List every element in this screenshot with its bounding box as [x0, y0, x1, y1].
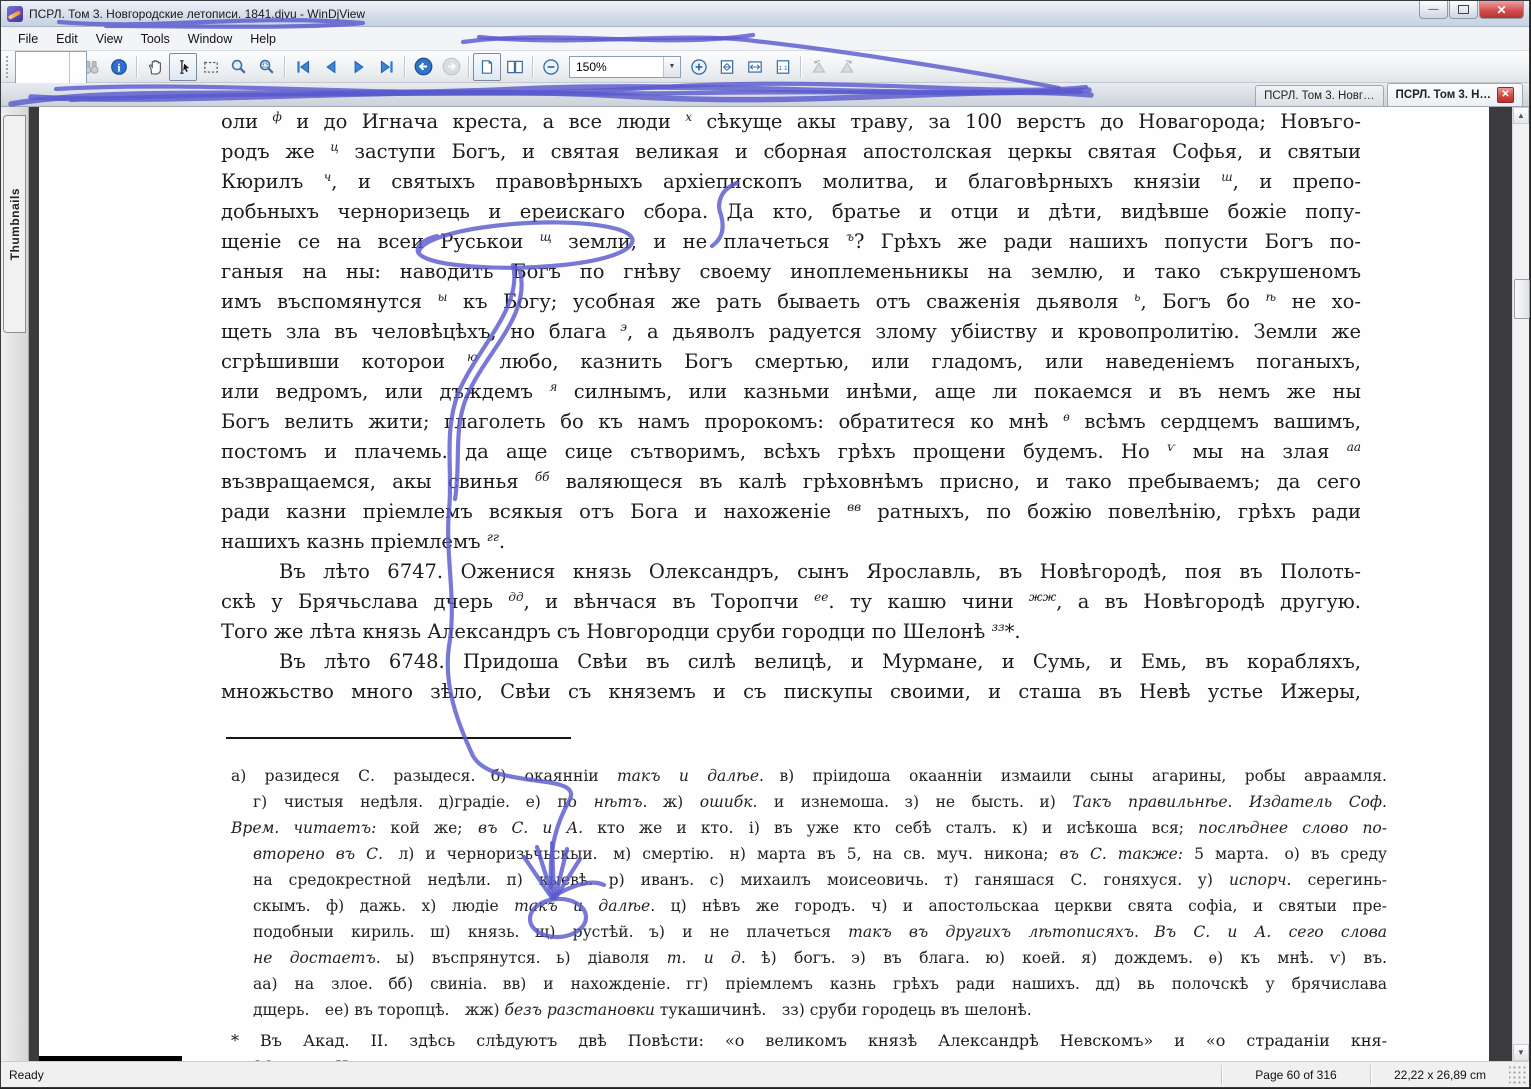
text-line: скѣ у Брячьслава дчерь $^{дд}$, и вѣнчася въ Торопчи $^{ее}$. ту кашю чини $^{жж}$, а въ Новѣгородѣ другую.	[221, 590, 1361, 613]
sidebar	[1, 107, 29, 1061]
text-line: на средокрестной недѣли. п) кыевѣ. р) иванъ. с) михаилъ моисеовичь. т) ганяшася С. гоняхуся. у) испорч. серегинь-	[253, 871, 1387, 889]
zoom-level-value[interactable]: 150%	[576, 59, 607, 74]
forward-icon	[442, 57, 461, 76]
tab-label: ПСРЛ. Том 3. Новг…	[1264, 90, 1375, 102]
text-line: щеніе се на всеи Руськои $^щ$ земли, и не плачеться $^ъ$? Грѣхъ же ради нашихъ попусти Богъ по-	[221, 230, 1361, 253]
document-page	[39, 107, 1489, 1063]
hand-icon	[146, 58, 164, 76]
text-line: дщерь. ее) въ торопцѣ. жж) безъ разстановки тукашичинѣ. зз) сруби городець въ шелонѣ.	[253, 1001, 1032, 1019]
fit-page-icon	[718, 58, 736, 76]
text-line: родъ же $^ц$ заступи Богъ, и святая великая и сборная апостолская церкы святая Софья, и святыи	[221, 140, 1362, 163]
close-button[interactable]: ✕	[1479, 1, 1524, 19]
vertical-scrollbar[interactable]	[1512, 107, 1529, 1061]
fit-width-button[interactable]	[741, 53, 769, 81]
text-select-icon	[174, 58, 192, 76]
scrollbar-thumb[interactable]	[1514, 279, 1530, 319]
menu-file[interactable]: File	[18, 31, 39, 46]
windjview-app-icon	[7, 6, 23, 22]
status-page-info: Page 60 of 316	[1221, 1065, 1370, 1085]
single-page-layout-button[interactable]	[473, 53, 501, 81]
text-line: Врем. читаетъ: кой же; въ С. и А. кто же и кто. і) въ уже кто себѣ сталъ. к) и исѣкоша вся; послѣднее слово по-	[231, 819, 1388, 837]
text-line: а) разидеся С. разыдеся. б) окаянніи такъ и далѣе. в) пріидоша окаанніи измаили сыны агарины, робы авраамля.	[231, 767, 1387, 785]
text-line: имъ въспомянутся $^ы$ къ Богу; усобная же рать бываеть отъ сваженія дьяволя $^ь$, Богъ бо $^ѣ$ не хо-	[221, 290, 1362, 313]
info-icon	[110, 58, 128, 76]
magnifier-select-icon	[258, 58, 276, 76]
title-bar[interactable]	[1, 1, 1529, 27]
zoom-out-button[interactable]	[537, 53, 565, 81]
previous-page-icon	[322, 58, 340, 76]
status-ready-text: Ready	[9, 1067, 44, 1082]
maximize-button[interactable]	[1449, 1, 1478, 19]
about-button[interactable]	[105, 53, 133, 81]
fit-page-button[interactable]	[713, 53, 741, 81]
last-page-button[interactable]	[373, 53, 401, 81]
maximize-icon	[1458, 5, 1469, 14]
back-icon	[414, 57, 433, 76]
rotate-left-button[interactable]	[805, 53, 833, 81]
text-line: сгрѣшивши которои $^ю$ любо, казнить Богъ смертью, или гладомъ, или наведеніемъ поганыхъ,	[221, 350, 1361, 373]
text-line: нашихъ казнь пріемлемъ $^{гг}$.	[221, 530, 506, 553]
close-tab-button[interactable]: ✕	[1497, 87, 1514, 103]
menu-help[interactable]: Help	[250, 31, 276, 46]
footnote-rule	[226, 737, 571, 739]
text-line: вторено въ С. л) и черноризьчьскыи. м) смертію. н) марта въ 5, на св. муч. никона; въ С. также: 5 марта. о) въ среду	[253, 845, 1387, 863]
rotate-left-icon	[810, 58, 828, 76]
actual-size-button[interactable]	[769, 53, 797, 81]
toolbar	[1, 51, 1529, 83]
next-page-button[interactable]	[345, 53, 373, 81]
pan-tool-button[interactable]	[141, 53, 169, 81]
text-line: Въ лѣто 6748. Придоша Свѣи въ силѣ велицѣ, и Мурмане, и Сумь, и Емь, въ корабляхъ,	[279, 650, 1361, 673]
zoom-in-button[interactable]	[685, 53, 713, 81]
text-line: г) чистыя недѣля. д)градіе. е) по нѣтъ. ж) ошибк. и изнемоша. з) не бысть. и) Такъ правильнѣе. Издатель Соф.	[253, 793, 1387, 811]
actual-size-icon	[774, 58, 792, 76]
rect-select-icon	[202, 58, 220, 76]
document-tab-1[interactable]	[1255, 85, 1383, 106]
thumbnails-tab[interactable]	[3, 115, 26, 333]
facing-pages-layout-button[interactable]	[501, 53, 529, 81]
thumbnails-tab-label: Thumbnails	[7, 187, 22, 261]
first-page-button[interactable]	[289, 53, 317, 81]
minimize-button[interactable]: —	[1419, 1, 1448, 19]
text-line: добьныхъ черноризець и ереискаго сбора. Да кто, братье и отци и дѣти, видѣвше божіе попу-	[221, 200, 1361, 223]
document-tab-2[interactable]	[1387, 83, 1523, 106]
zoom-level-combo[interactable]	[569, 56, 681, 78]
menu-bar	[1, 27, 1529, 51]
document-viewer	[29, 107, 1529, 1061]
first-page-icon	[294, 58, 312, 76]
text-line: Въ лѣто 6747. Оженися князь Олександръ, сынъ Ярославль, въ Новѣгородѣ, поя въ Полоть-	[279, 560, 1361, 583]
text-line: оли $^ф$ и до Игнача креста, а все люди $^х$ сѣкуще акы траву, за 100 верстъ до Новагорода; Новъго-	[221, 110, 1361, 133]
single-page-layout-icon	[478, 58, 496, 76]
menu-edit[interactable]: Edit	[56, 31, 78, 46]
text-select-tool-button[interactable]	[169, 53, 197, 81]
rect-select-tool-button[interactable]	[197, 53, 225, 81]
back-button[interactable]	[409, 53, 437, 81]
svg-text:1:1: 1:1	[778, 64, 788, 72]
svg-text:i: i	[117, 62, 121, 74]
scroll-down-button[interactable]: ▼	[1513, 1044, 1529, 1061]
window-title: ПСРЛ. Том 3. Новгородские летописи. 1841.djvu - WinDjView	[29, 6, 366, 21]
status-size-info: 22,22 x 26,89 cm	[1370, 1065, 1509, 1085]
text-line: * Въ Акад. II. здѣсь слѣдуютъ двѣ Повѣсти: «о великомъ князѣ Александрѣ Невскомъ» и «о страданіи кня-	[231, 1031, 1387, 1050]
scroll-up-button[interactable]: ▲	[1513, 107, 1529, 124]
fit-width-icon	[746, 58, 764, 76]
menu-view[interactable]: View	[95, 31, 123, 46]
main-text	[221, 107, 1361, 707]
zoom-out-icon	[542, 58, 560, 76]
zoom-tool-button[interactable]	[225, 53, 253, 81]
text-line: Богъ велить жити; глаголеть бо къ намъ пророкомъ: обратитеся ко мнѣ $^ѳ$ всѣмъ сердцемъ вашимъ,	[221, 410, 1361, 433]
rotate-right-button[interactable]	[833, 53, 861, 81]
text-line: скымъ. ф) дажь. х) людіе такъ и далѣе. ц) нѣвъ же городъ. ч) и апостольскаа церкви свята софіа, и святыи пре-	[253, 897, 1387, 915]
forward-button[interactable]	[437, 53, 465, 81]
previous-page-button[interactable]	[317, 53, 345, 81]
menu-window[interactable]: Window	[187, 31, 233, 46]
text-line: подобныи кириль. ш) князь. щ) рустѣй. ъ) и не плачеться такъ въ другихъ лѣтописяхъ. Въ С. и А. сего слова	[253, 923, 1387, 941]
tab-strip	[1, 83, 1529, 107]
resize-grip[interactable]	[1509, 1065, 1527, 1085]
text-line: Того же лѣта князь Александръ съ Новгородци сруби городци по Шелонѣ $^{зз}$*.	[221, 620, 1021, 643]
toolbar-grip[interactable]	[5, 55, 10, 79]
rotate-right-icon	[838, 58, 856, 76]
text-line: възвращаемся, акы свинья $^{бб}$ валяющеся въ калѣ грѣховнѣмъ присно, и тако пребываемъ; да сего	[221, 470, 1361, 493]
tab-label: ПСРЛ. Том 3. Н…	[1395, 89, 1491, 101]
next-page-icon	[350, 58, 368, 76]
facing-pages-icon	[506, 58, 524, 76]
text-line: ганыя на ны: наводить Богъ по гнѣву своему иноплеменьникы на землю, и тако съкрушеномъ	[221, 260, 1361, 283]
status-bar	[1, 1061, 1529, 1087]
text-line: щеть зла въ человѣцѣхъ, но блага $^э$, а дьяволъ радуется злому убіиству и кровопролитію. Земли же	[221, 320, 1361, 343]
text-line: не достаетъ. ы) въспрянутся. ь) діаволя т. и д. ѣ) богъ. э) въ блага. ю) коей. я) дождемъ. ѳ) къ мнѣ. ѵ) въ.	[253, 949, 1388, 967]
magnifier-icon	[230, 58, 248, 76]
zoom-in-icon	[690, 58, 708, 76]
text-line: аа) на злое. бб) свиніа. вв) и нахожденіе. гг) пріемлемъ казнь грѣхъ ради нашихъ. дд) вь полочскѣ у брячислава	[253, 975, 1387, 993]
text-line: ради казни пріемлемъ всякыя отъ Бога и нахоженіе $^{вв}$ ратныхъ, по божію повелѣнію, грѣхъ ради	[221, 500, 1362, 523]
zoom-combo-dropdown-icon[interactable]: ▼	[663, 57, 680, 77]
text-line: постомъ и плачемь. да аще сице сътворимъ, всѣхъ грѣхъ прощени будемъ. Но $^ѵ$ мы на злая $^{аа}$	[221, 440, 1361, 463]
footnotes	[231, 763, 1387, 1023]
menu-tools[interactable]: Tools	[140, 31, 170, 46]
text-line: множьство много зѣло, Свѣи съ княземъ и съ пискупы своими, и сташа въ Невѣ устье Ижеры,	[221, 680, 1361, 703]
text-line: Кюрилъ $^ч$, и святыхъ правовѣрныхъ архіепископъ молитва, и благовѣрныхъ князіи $^ш$, и препо-	[221, 170, 1362, 193]
text-line: или ведромъ, или дъждемъ $^я$ силнымъ, или казньми инѣми, аще ли покаемся и въ немъ же ны	[221, 380, 1361, 403]
last-page-icon	[378, 58, 396, 76]
zoom-select-tool-button[interactable]	[253, 53, 281, 81]
